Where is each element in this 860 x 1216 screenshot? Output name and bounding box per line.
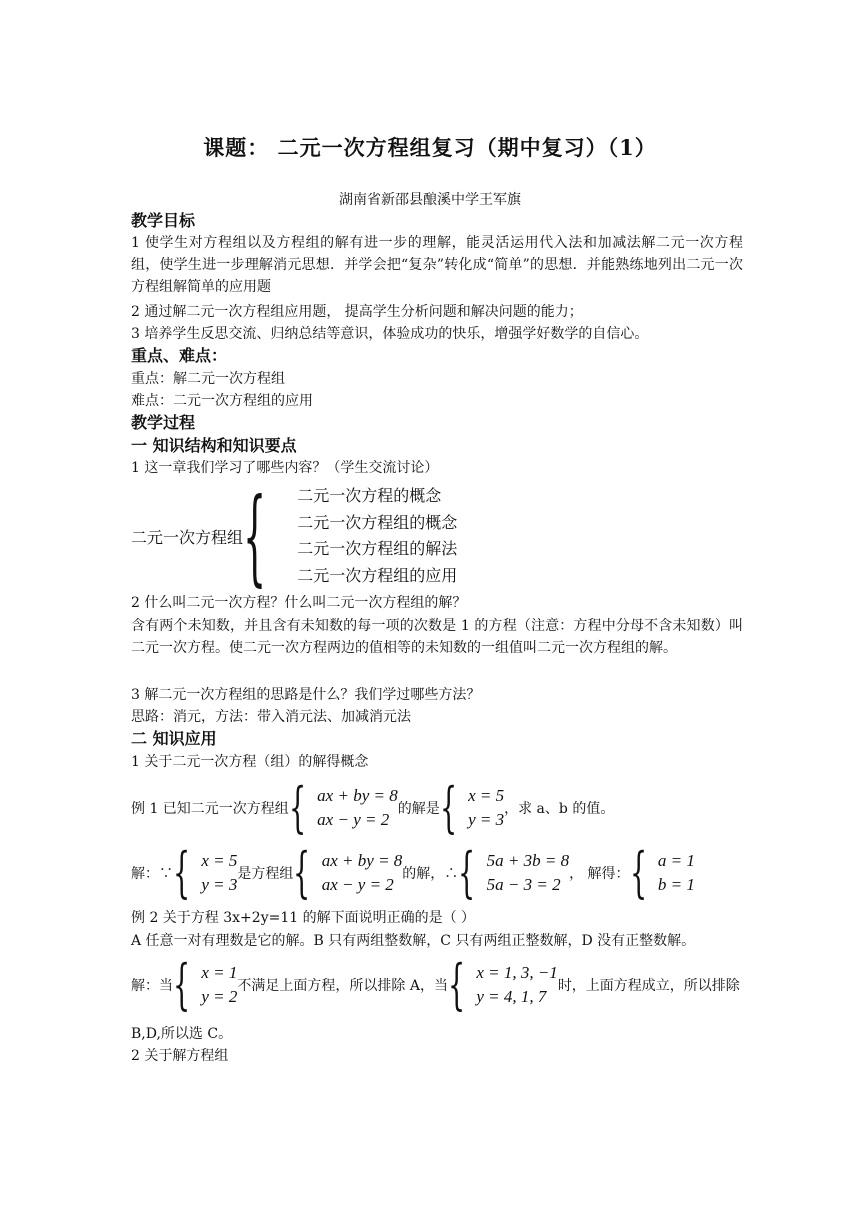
tree-item: 二元一次方程的概念 — [297, 486, 442, 505]
substituted-system — [487, 849, 569, 897]
key-point: 重点：解二元一次方程组 — [131, 371, 285, 387]
solution-system — [468, 784, 504, 832]
subheading-1: 1 关于二元一次方程（组）的解得概念 — [131, 754, 369, 770]
equation: ax − y = 2 — [321, 875, 394, 894]
author-line: 湖南省新邵县酿溪中学王军旗 — [339, 192, 521, 208]
solution-1-text: 是方程组 — [237, 866, 294, 882]
equation: x = 1, 3, −1 — [476, 963, 558, 982]
solution-system — [201, 849, 237, 897]
brace: { — [173, 953, 191, 1016]
tree-item: 二元一次方程组的解法 — [297, 539, 458, 558]
solution-2-end: B,D,所以选 C。 — [131, 1026, 233, 1042]
answer-2: 含有两个未知数，并且含有未知数的每一项的次数是 1 的方程（注意：方程中分母不含未知数）叫二元一次方程。使二元一次方程两边的值相等的未知数的一组值叫二元一次方程组的解。 — [131, 618, 743, 656]
solution-2-suffix: 时，上面方程成立，所以排除 — [557, 978, 740, 994]
candidate-system — [476, 961, 558, 1009]
solution-2 — [131, 953, 740, 1016]
example-1-suffix: ，求 a、b 的值。 — [504, 801, 615, 817]
equation: ax + by = 8 — [321, 851, 403, 870]
tree-brace: { — [243, 475, 267, 597]
tree-items — [297, 483, 457, 589]
goal-2: 2 通过解二元一次方程组应用题， 提高学生分析问题和解决问题的能力； — [131, 304, 583, 320]
solution-2-text: 不满足上面方程，所以排除 A，当 — [237, 978, 448, 994]
equation: ax + by = 8 — [317, 786, 398, 805]
equation: x = 5 — [468, 786, 505, 805]
example-1 — [131, 776, 615, 839]
tree-root: 二元一次方程组 — [131, 527, 244, 547]
heading-process: 教学过程 — [131, 413, 196, 432]
equation: x = 5 — [201, 851, 238, 870]
heading-part-2: 二 知识应用 — [131, 729, 217, 748]
result-system — [658, 849, 695, 897]
equation: x = 1 — [201, 963, 238, 982]
equation: 5a + 3b = 8 — [486, 851, 570, 870]
example-1-prefix: 例 1 已知二元一次方程组 — [131, 801, 289, 817]
lesson-title: 课题： 二元一次方程组复习（期中复习）（1） — [203, 135, 657, 160]
equation: y = 4, 1, 7 — [476, 987, 547, 1006]
equation-system — [322, 849, 403, 897]
solution-1-text: 的解，∴ — [402, 866, 459, 882]
brace: { — [458, 841, 476, 904]
equation: b = 1 — [657, 875, 695, 894]
brace: { — [173, 841, 191, 904]
heading-goals: 教学目标 — [131, 211, 196, 230]
equation: y = 3 — [468, 810, 505, 829]
knowledge-tree — [131, 475, 458, 597]
question-2: 2 什么叫二元一次方程？什么叫二元一次方程组的解？ — [131, 595, 467, 611]
goal-1: 1 使学生对方程组以及方程组的解有进一步的理解，能灵活运用代入法和加减法解二元一次方程组，使学生进一步理解消元思想．并学会把“复杂”转化成“简单”的思想．并能熟练地列出二元一次方程组解简单的应用题 — [131, 235, 743, 295]
brace: { — [629, 841, 647, 904]
example-2: 例 2 关于方程 3x+2y=11 的解下面说明正确的是（ ） — [131, 910, 476, 926]
question-3: 3 解二元一次方程组的思路是什么？我们学过哪些方法？ — [131, 687, 481, 703]
solution-2-prefix: 解：当 — [131, 978, 173, 994]
example-2-options: A 任意一对有理数是它的解。B 只有两组整数解，C 只有两组正整数解，D 没有正整数解。 — [131, 933, 696, 949]
brace: { — [447, 953, 466, 1016]
heading-part-1: 一 知识结构和知识要点 — [131, 436, 297, 455]
difficult-point: 难点：二元一次方程组的应用 — [131, 393, 313, 409]
heading-key-points: 重点、难点： — [131, 346, 228, 365]
equation: y = 3 — [201, 875, 238, 894]
candidate-system — [201, 961, 237, 1009]
equation-system — [317, 784, 398, 832]
equation: ax − y = 2 — [317, 810, 390, 829]
question-1: 1 这一章我们学习了哪些内容？（学生交流讨论） — [131, 460, 439, 476]
equation: a = 1 — [657, 851, 695, 870]
solution-1-text: ， 解得： — [569, 866, 630, 882]
brace: { — [293, 841, 311, 904]
brace: { — [288, 776, 306, 839]
tree-item: 二元一次方程组的应用 — [297, 565, 458, 585]
equation: y = 2 — [201, 987, 238, 1006]
goal-3: 3 培养学生反思交流、归纳总结等意识，体验成功的快乐，增强学好数学的自信心。 — [131, 326, 649, 342]
solution-1-prefix: 解：∵ — [131, 866, 173, 882]
equation: 5a − 3 = 2 — [486, 875, 561, 894]
brace: { — [439, 776, 457, 839]
answer-3: 思路：消元，方法：带入消元法、加减消元法 — [131, 709, 411, 725]
solution-1 — [131, 841, 695, 904]
subheading-2: 2 关于解方程组 — [131, 1048, 229, 1064]
example-1-mid: 的解是 — [397, 801, 440, 817]
tree-item: 二元一次方程组的概念 — [297, 512, 458, 532]
